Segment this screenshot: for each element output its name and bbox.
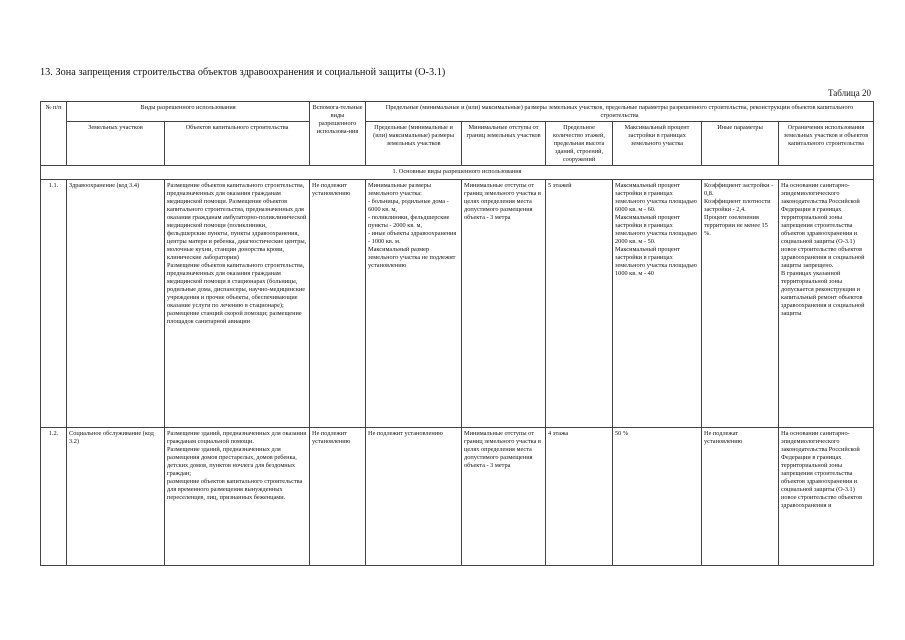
row-plot-sizes: Не подлежит установлению	[366, 427, 462, 565]
regulations-table	[40, 101, 874, 566]
row-max-coverage: Максимальный процент застройки в границах земельного участка площадью 6000 кв. м - 60. Максимальный процент застройки в границах земельного участка площадью 2000 кв. м - 50. Максимальный процент застройки в границах земельного участка площадью 1000 кв. м - 40	[613, 179, 702, 427]
header-max-coverage: Максимальный процент застройки в границах земельного участка	[613, 121, 702, 165]
header-plot-sizes: Предельные (минимальные и (или) максимальные) размеры земельных участков	[366, 121, 462, 165]
row-land-plot: Социальное обслуживание (код 3.2)	[67, 427, 165, 565]
document-title: 13. Зона запрещения строительства объектов здравоохранения и социальной защиты (О-3.1)	[40, 67, 446, 78]
row-plot-sizes: Минимальные размеры земельного участка: - больницы, родильные дома - 6000 кв. м, - поликлиники, фельдшерские пункты - 2000 кв. м, - иные объекты здравоохранения - 1000 кв. м. Максимальный размер земельного участка не подлежит установлению	[366, 179, 462, 427]
row-capital-objects: Размещение зданий, предназначенных для оказания гражданам социальной помощи. Размещение зданий, предназначенных для размещения домов престарелых, домов ребенка, детских домов, пунктов ночлега для бездомных граждан; размещение объектов капитального строительства для временного размещения вынужденных переселенцев, лиц, признанных беженцами.	[165, 427, 310, 565]
row-restrictions: На основании санитарно-эпидемиологического законодательства Российской Федерации в границах территориальной зоны запрещения строительства объектов здравоохранения и социальной защиты (О-3.1) новое строительство объектов здравоохранения и социальной защиты запрещено. В границах указанной территориальной зоны допускается реконструкция и капитальный ремонт объектов здравоохранения и социальной защиты	[779, 179, 874, 427]
row-land-plot: Здравоохранение (код 3.4)	[67, 179, 165, 427]
row-setbacks: Минимальные отступы от границ земельного участка в целях определения места допустимого размещения объекта - 3 метра	[462, 179, 546, 427]
row-floors: 5 этажей	[546, 179, 613, 427]
row-auxiliary: Не подлежит установлению	[310, 179, 366, 427]
header-floors: Предельное количество этажей, предельная высота зданий, строений, сооружений	[546, 121, 613, 165]
row-other-params: Коэффициент застройки - 0,8. Коэффициент плотности застройки - 2,4. Процент озеленения территории не менее 15 %.	[702, 179, 779, 427]
header-row-top	[41, 102, 874, 122]
header-permitted-uses: Виды разрешенного использования	[67, 102, 310, 122]
table-row	[41, 427, 874, 565]
row-restrictions: На основании санитарно-эпидемиологического законодательства Российской Федерации в границах территориальной зоны запрещения строительства объектов здравоохранения и социальной защиты (О-3.1) новое строительство объектов здравоохранения и	[779, 427, 874, 565]
header-auxiliary-uses: Вспомога-тельные виды разрешенного использова-ния	[310, 102, 366, 166]
header-restrictions: Ограничения использования земельных участков и объектов капитального строительства	[779, 121, 874, 165]
header-land-plots: Земельных участков	[67, 121, 165, 165]
header-other-params: Иные параметры	[702, 121, 779, 165]
section-title: 1. Основные виды разрешенного использования	[41, 165, 874, 179]
header-num: № п/п	[41, 102, 67, 166]
header-setbacks: Минимальные отступы от границ земельных участков	[462, 121, 546, 165]
row-num: 1.1.	[41, 179, 67, 427]
row-other-params: Не подлежат установлению	[702, 427, 779, 565]
row-max-coverage: 50 %	[613, 427, 702, 565]
section-row	[41, 165, 874, 179]
row-setbacks: Минимальные отступы от границ земельного участка в целях определения места допустимого размещения объекта - 3 метра	[462, 427, 546, 565]
header-row-sub	[41, 121, 874, 165]
row-floors: 4 этажа	[546, 427, 613, 565]
row-num: 1.2.	[41, 427, 67, 565]
table-row	[41, 179, 874, 427]
row-capital-objects: Размещение объектов капитального строительства, предназначенных для оказания гражданам медицинской помощи. Размещение объектов капитального строительства, предназначенных для оказания гражданам амбулаторно-поликлинической медицинской помощи (поликлиники, фельдшерские пункты, пункты здравоохранения, центры матери и ребенка, диагностические центры, молочные кухни, станции донорства крови, клинические лаборатории) Размещение объектов капитального строительства, предназначенных для оказания гражданам медицинской помощи в стационарах (больницы, родильные дома, диспансеры, научно-медицинские учреждения и прочие объекты, обеспечивающие оказание услуги по лечению в стационаре); размещение станций скорой помощи; размещение площадок санитарной авиации	[165, 179, 310, 427]
header-limit-parameters: Предельные (минимальные и (или) максимальные) размеры земельных участков, предельные параметры разрешенного строительства, реконструкции объектов капитального строительства	[366, 102, 874, 122]
header-capital-objects: Объектов капитального строительства	[165, 121, 310, 165]
row-auxiliary: Не подлежит установлению	[310, 427, 366, 565]
table-number-label: Таблица 20	[828, 88, 871, 98]
